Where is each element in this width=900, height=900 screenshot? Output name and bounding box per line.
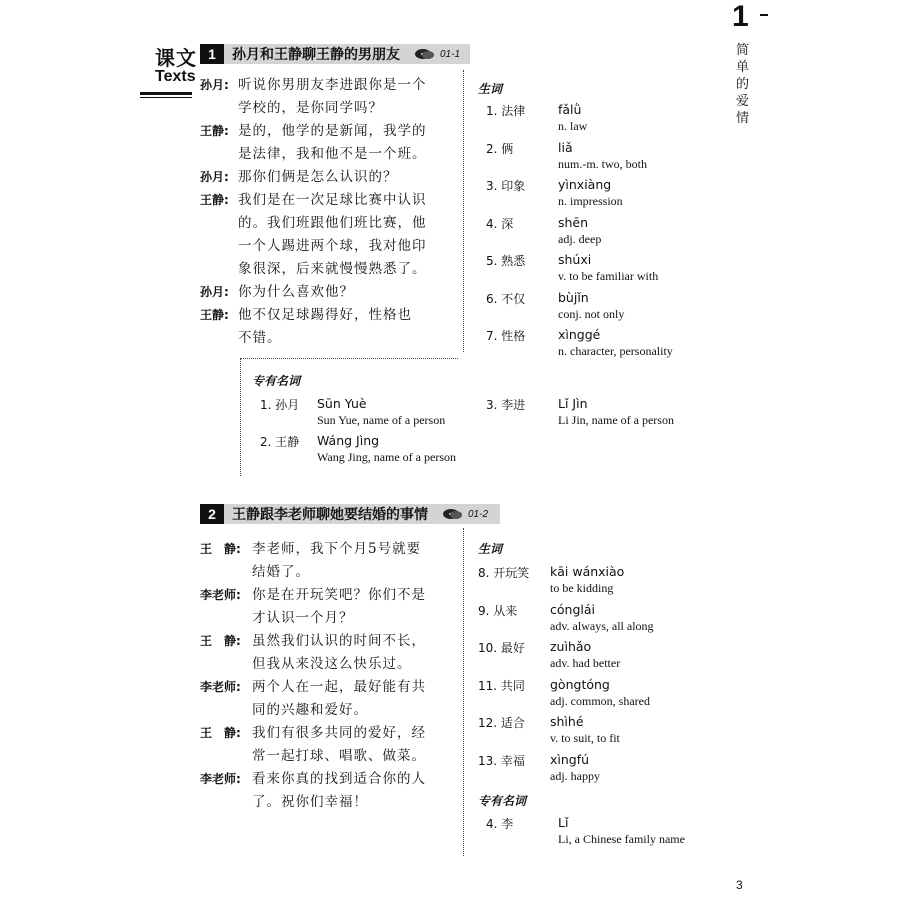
- dialogue-line: [200, 607, 462, 630]
- vocab-heading-2: 生词: [478, 542, 503, 556]
- section-1-number: 1: [200, 44, 224, 64]
- chapter-tick: [760, 14, 768, 16]
- speaker-label: [200, 327, 238, 350]
- speaker-label: [200, 212, 238, 235]
- dialogue-line: [200, 166, 462, 189]
- dialogue-divider-2: [463, 528, 464, 856]
- utterance-text: 李老师，我下个月5号就要: [252, 541, 422, 557]
- utterance-text: 象很深，后来就慢慢熟悉了。: [238, 261, 427, 277]
- section-1-title: 孙月和王静聊王静的男朋友: [232, 47, 400, 63]
- utterance-text: 那你们俩是怎么认识的？: [238, 169, 398, 185]
- dialogue-line: [200, 143, 462, 166]
- section-label-english: Texts: [155, 68, 196, 85]
- audio-disc-icon: [442, 508, 464, 520]
- dialogue-line: [200, 258, 462, 281]
- vocab-definition: n. impression: [558, 194, 623, 208]
- vocab-definition: n. law: [558, 119, 588, 133]
- dialogue-line: [200, 538, 462, 561]
- speaker-label: [200, 97, 238, 120]
- proper-noun-pinyin: Lǐ Jìn: [558, 396, 588, 411]
- proper-noun-definition: Wang Jing, name of a person: [317, 450, 456, 464]
- dialogue-line: [200, 120, 462, 143]
- utterance-text: 两个人在一起，最好能有共: [252, 679, 426, 695]
- vocab-term: 3. 印象: [486, 179, 526, 193]
- vocab-pinyin: gòngtóng: [550, 676, 610, 692]
- proper-noun-definition: Sun Yue, name of a person: [317, 413, 446, 427]
- dialogue-divider: [463, 70, 464, 352]
- speaker-label: 王静:: [200, 124, 229, 138]
- vocab-pinyin: xìngfú: [550, 751, 590, 767]
- proper-noun-pinyin: Wáng Jìng: [317, 433, 380, 448]
- speaker-label: 王 静:: [200, 726, 241, 740]
- utterance-text: 学校的，是你同学吗？: [238, 100, 383, 116]
- utterance-text: 我们有很多共同的爱好，经: [252, 725, 426, 741]
- speaker-label: [200, 258, 238, 281]
- chapter-number: 1: [732, 0, 749, 33]
- utterance-text: 常一起打球、唱歌、做菜。: [252, 748, 426, 764]
- dialogue-bottom-border: [240, 358, 458, 359]
- vocab-pinyin: zuìhǎo: [550, 639, 592, 654]
- speaker-label: [200, 235, 238, 258]
- vocab-pinyin: shēn: [558, 214, 589, 230]
- header-rule-thin: [140, 97, 192, 98]
- utterance-text: 同的兴趣和爱好。: [252, 702, 368, 718]
- proper-heading-1: 专有名词: [252, 374, 301, 388]
- vocab-definition: conj. not only: [558, 306, 625, 321]
- utterance-text: 是法律，我和他不是一个班。: [238, 146, 427, 162]
- vocab-definition: v. to suit, to fit: [550, 731, 620, 745]
- dialogue-line: [200, 653, 462, 676]
- vocab-definition: num.-m. two, both: [558, 156, 647, 171]
- utterance-text: 他不仅足球踢得好，性格也: [238, 307, 412, 323]
- speaker-label: 王 静:: [200, 634, 241, 648]
- section-2-bar: [200, 504, 500, 524]
- utterance-text: 是的，他学的是新闻，我学的: [238, 123, 427, 139]
- utterance-text: 了。祝你们幸福！: [252, 794, 368, 810]
- vocab-pinyin: yìnxiàng: [558, 177, 612, 192]
- section-2-dialogue: [200, 538, 462, 814]
- audio-disc-icon: [414, 48, 436, 60]
- section-label-chinese: 课文: [155, 46, 197, 70]
- page-number: 3: [736, 878, 743, 892]
- dialogue-line: [200, 584, 462, 607]
- proper-noun-term: 2. 王静: [260, 435, 300, 449]
- vocab-definition: n. character, personality: [558, 344, 673, 358]
- vocab-term: 13. 幸福: [478, 753, 525, 768]
- vocab-term: 4. 深: [486, 216, 514, 231]
- vocab-term: 5. 熟悉: [486, 254, 526, 268]
- vocab-term: 4. 李: [486, 817, 514, 831]
- speaker-label: 李老师:: [200, 772, 241, 786]
- dialogue-line: [200, 791, 462, 814]
- speaker-label: 李老师:: [200, 680, 241, 694]
- vocab-pinyin: fǎlǜ: [558, 102, 582, 117]
- vocab-definition: Li, a Chinese family name: [558, 832, 685, 846]
- dialogue-line: [200, 561, 462, 584]
- chapter-title: 简单的爱情: [736, 43, 750, 126]
- section-1-dialogue: [200, 74, 462, 350]
- speaker-label: 王 静:: [200, 542, 241, 556]
- utterance-text: 结婚了。: [252, 564, 310, 580]
- speaker-label: 王静:: [200, 193, 229, 207]
- vocab-pinyin: liǎ: [558, 139, 573, 155]
- vocab-term: 10. 最好: [478, 641, 525, 655]
- speaker-label: [200, 653, 252, 676]
- proper-noun-term: 1. 孙月: [260, 398, 300, 412]
- dialogue-line: [200, 281, 462, 304]
- utterance-text: 一个人踢进两个球，我对他印: [238, 238, 427, 254]
- speaker-label: 孙月:: [200, 285, 229, 299]
- vocab-term: 11. 共同: [478, 678, 525, 693]
- vocab-pinyin: shúxi: [558, 252, 592, 267]
- dialogue-line: [200, 97, 462, 120]
- audio-track-label: 01-2: [468, 508, 489, 520]
- section-2-number: 2: [200, 504, 224, 524]
- proper-noun-definition: Li Jin, name of a person: [558, 413, 674, 427]
- utterance-text: 看来你真的找到适合你的人: [252, 771, 426, 787]
- vocab-definition: adj. happy: [550, 768, 600, 783]
- dialogue-line: [200, 235, 462, 258]
- utterance-text: 听说你男朋友李进跟你是一个: [238, 77, 427, 93]
- vocab-pinyin: cónglái: [550, 601, 595, 617]
- header-rule: [140, 92, 192, 95]
- audio-track-label: 01-1: [440, 48, 461, 60]
- utterance-text: 不错。: [238, 330, 282, 346]
- vocab-definition: adj. deep: [558, 231, 602, 246]
- dialogue-line: [200, 327, 462, 350]
- vocab-term: 6. 不仅: [486, 291, 526, 306]
- audio-track-2[interactable]: [442, 508, 488, 520]
- utterance-text: 你为什么喜欢他？: [238, 284, 354, 300]
- speaker-label: 孙月:: [200, 78, 229, 92]
- vocab-pinyin: Lǐ: [558, 815, 569, 830]
- utterance-text: 的。我们班跟他们班比赛，他: [238, 215, 427, 231]
- section-1-bar: [200, 44, 470, 64]
- vocab-definition: v. to be familiar with: [558, 269, 659, 283]
- vocab-pinyin: kāi wánxiào: [550, 564, 625, 579]
- dialogue-line: [200, 722, 462, 745]
- vocab-definition: adv. always, all along: [550, 618, 654, 633]
- section-2-title: 王静跟李老师聊她要结婚的事情: [232, 507, 428, 523]
- utterance-text: 才认识一个月？: [252, 610, 354, 626]
- vocab-pinyin: shìhé: [550, 714, 584, 729]
- dialogue-line: [200, 74, 462, 97]
- speaker-label: 王静:: [200, 308, 229, 322]
- vocab-term: 9. 从来: [478, 603, 518, 618]
- dialogue-line: [200, 676, 462, 699]
- vocab-definition: adv. had better: [550, 656, 621, 670]
- vocab-definition: adj. common, shared: [550, 693, 650, 708]
- vocab-term: 2. 俩: [486, 141, 514, 156]
- vocab-heading-1: 生词: [478, 82, 503, 96]
- speaker-label: 孙月:: [200, 170, 229, 184]
- dialogue-line: [200, 304, 462, 327]
- proper-heading-2: 专有名词: [478, 794, 527, 808]
- utterance-text: 但我从来没这么快乐过。: [252, 656, 412, 672]
- dialogue-line: [200, 699, 462, 722]
- dialogue-line: [200, 212, 462, 235]
- dialogue-line: [200, 189, 462, 212]
- vocab-definition: to be kidding: [550, 581, 614, 595]
- utterance-text: 你是在开玩笑吧？你们不是: [252, 587, 426, 603]
- vocab-term: 1. 法律: [486, 104, 526, 118]
- utterance-text: 虽然我们认识的时间不长，: [252, 633, 426, 649]
- speaker-label: 李老师:: [200, 588, 241, 602]
- speaker-label: [200, 561, 252, 584]
- proper-noun-term: 3. 李进: [486, 398, 526, 412]
- speaker-label: [200, 143, 238, 166]
- proper-noun-pinyin: Sūn Yuè: [317, 396, 367, 411]
- dialogue-line: [200, 745, 462, 768]
- speaker-label: [200, 791, 252, 814]
- vocab-pinyin: xìnggé: [558, 327, 601, 342]
- vocab-pinyin: bùjǐn: [558, 289, 589, 305]
- audio-track-1[interactable]: [414, 48, 460, 60]
- speaker-label: [200, 745, 252, 768]
- vocab-term: 12. 适合: [478, 716, 525, 730]
- dialogue-line: [200, 630, 462, 653]
- speaker-label: [200, 699, 252, 722]
- speaker-label: [200, 607, 252, 630]
- vocab-term: 8. 开玩笑: [478, 566, 530, 580]
- dialogue-line: [200, 768, 462, 791]
- utterance-text: 我们是在一次足球比赛中认识: [238, 192, 427, 208]
- vocab-term: 7. 性格: [486, 329, 526, 343]
- proper-noun-divider: [240, 358, 241, 476]
